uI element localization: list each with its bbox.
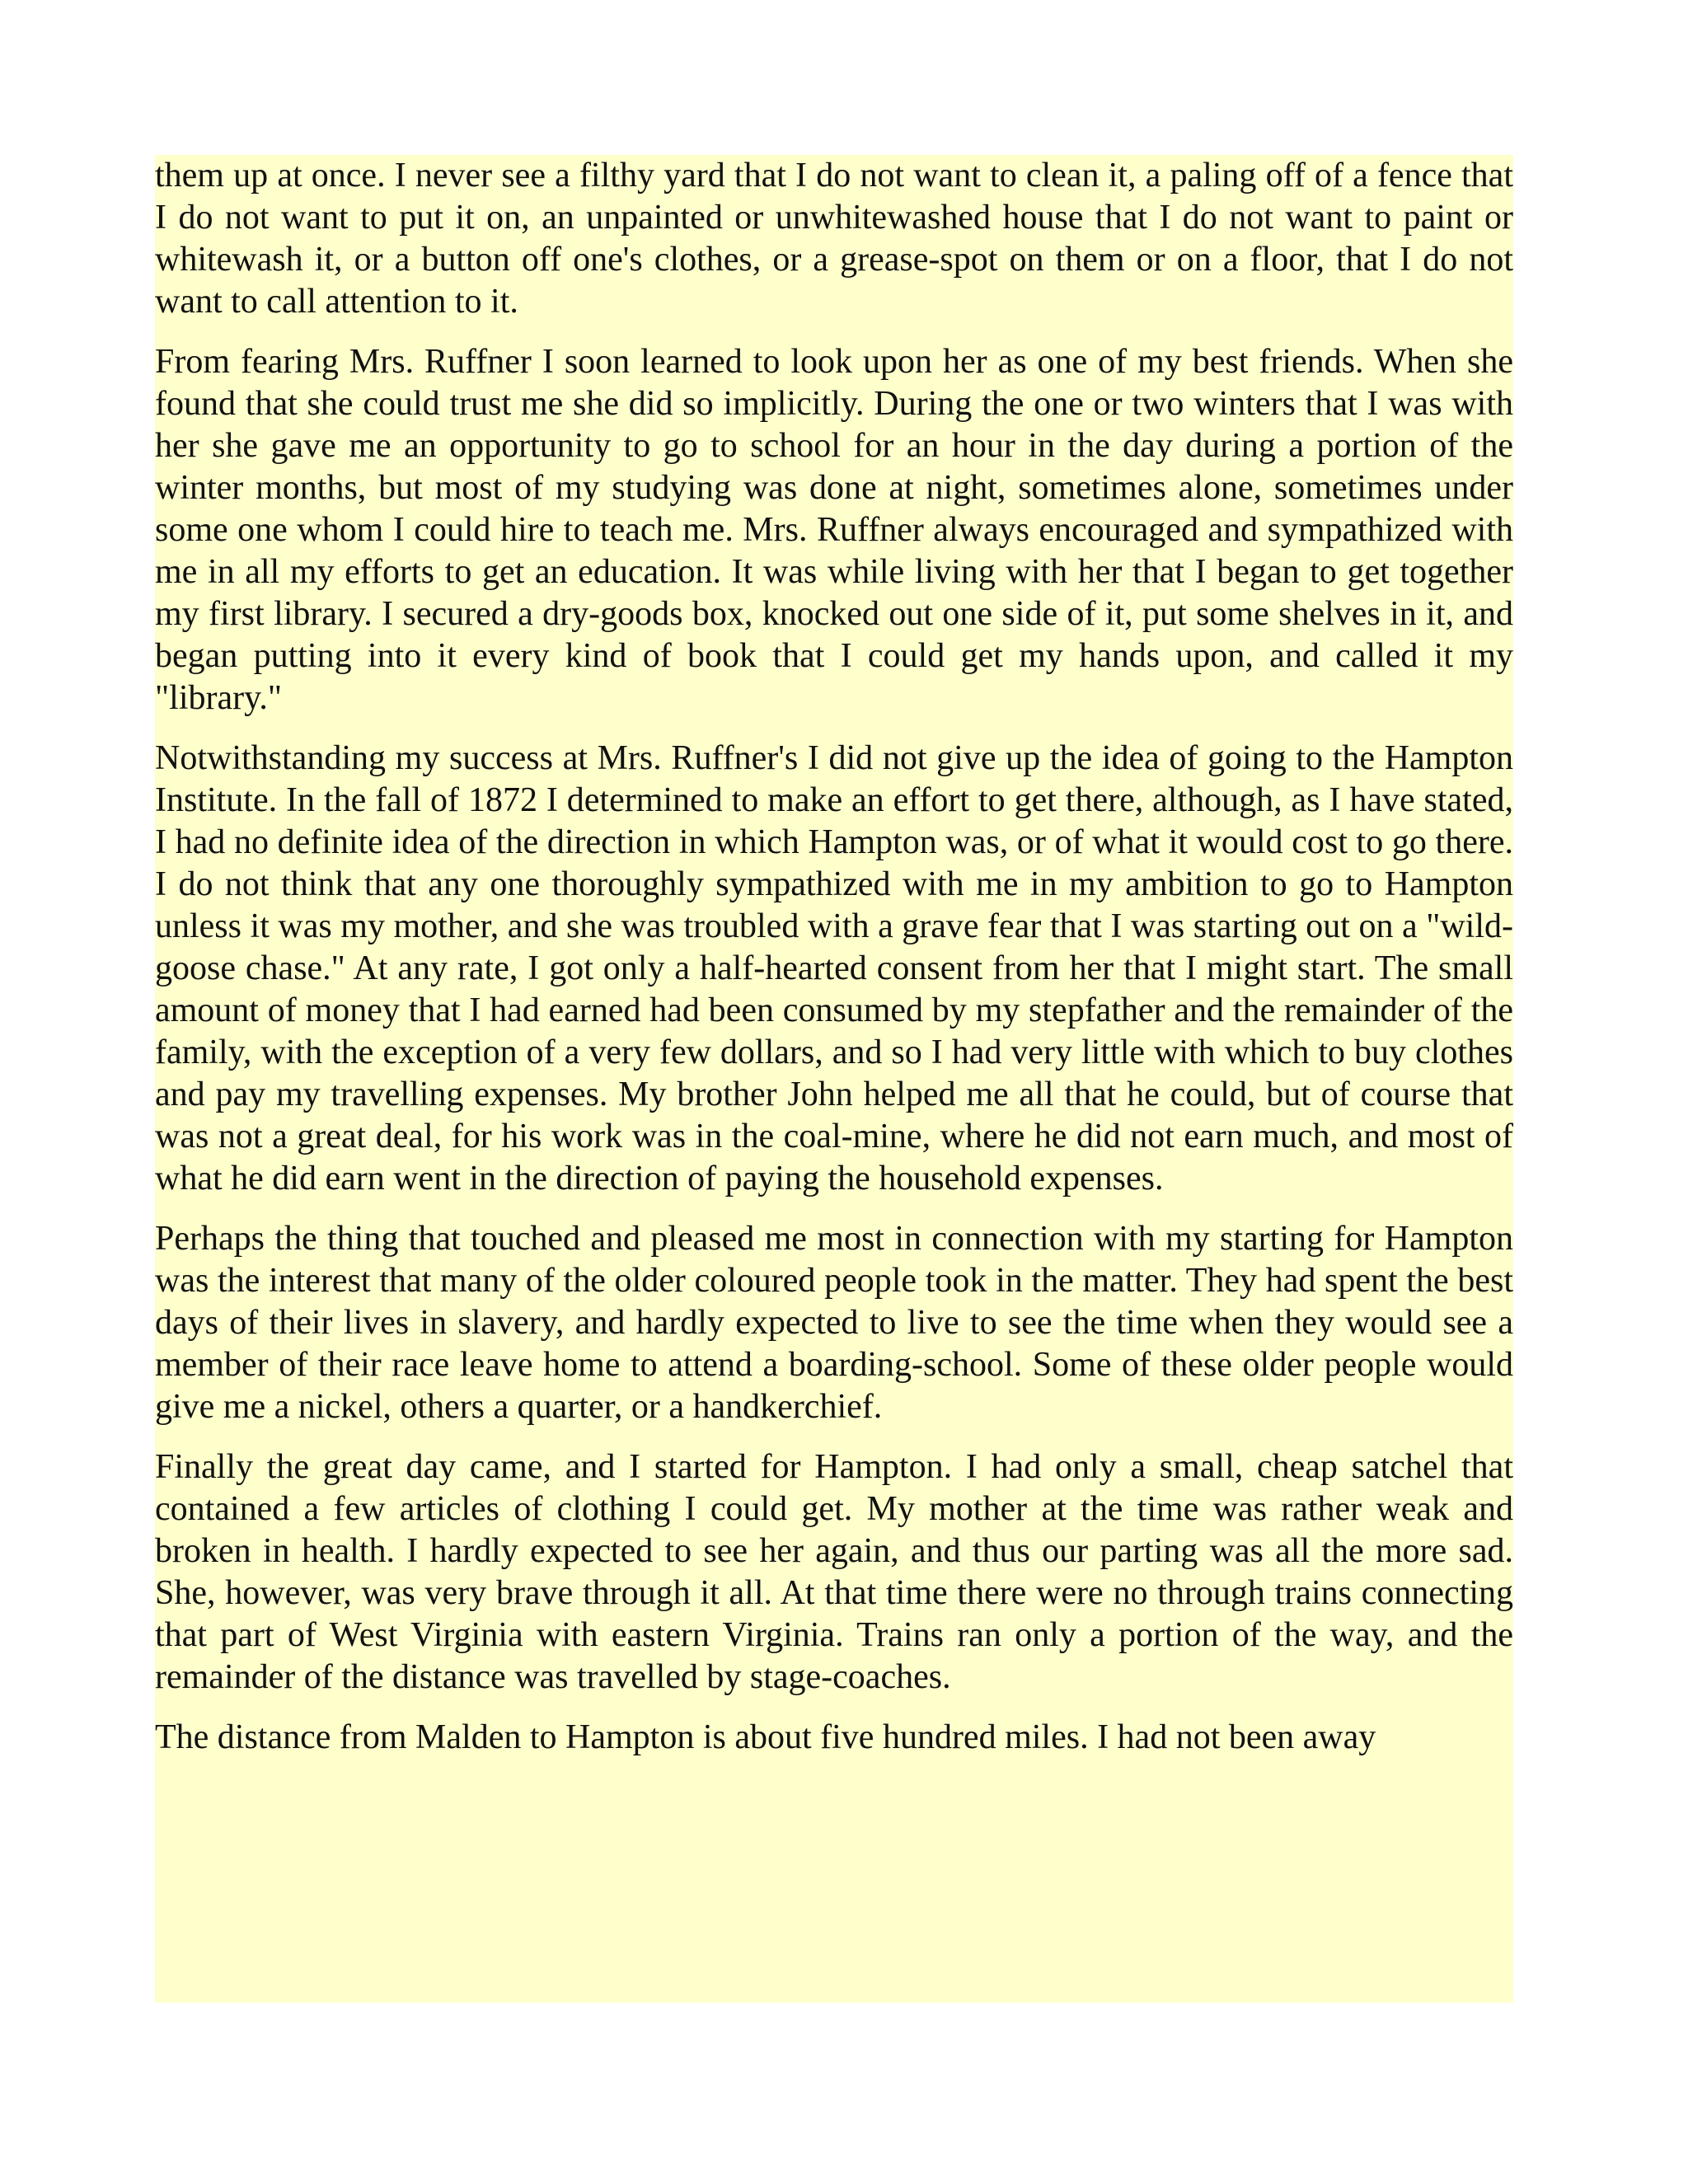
highlighted-text-block xyxy=(155,155,1513,2003)
paragraph-5: Finally the great day came, and I started for Hampton. I had only a small, cheap satchel that contained a few articles of clothing I could get. My mother at the time was rather weak and broken in health. I hardly expected to see her again, and thus our parting was all the more sad. She, however, was very brave through it all. At that time there were no through trains connecting that part of West Virginia with eastern Virginia. Trains ran only a portion of the way, and the remainder of the distance was travelled by stage-coaches. xyxy=(155,1448,1513,1696)
paragraph-3: Notwithstanding my success at Mrs. Ruffner's I did not give up the idea of going to the Hampton Institute. In the fall of 1872 I determined to make an effort to get there, although, as I have stated, I had no definite idea of the direction in which Hampton was, or of what it would cost to go there. I do not think that any one thoroughly sympathized with me in my ambition to go to Hampton unless it was my mother, and she was troubled with a grave fear that I was starting out on a "wild-goose chase." At any rate, I got only a half-hearted consent from her that I might start. The small amount of money that I had earned had been consumed by my stepfather and the remainder of the family, with the exception of a very few dollars, and so I had very little with which to buy clothes and pay my travelling expenses. My brother John helped me all that he could, but of course that was not a great deal, for his work was in the coal-mine, where he did not earn much, and most of what he did earn went in the direction of paying the household expenses. xyxy=(155,739,1513,1197)
paragraph-1: them up at once. I never see a filthy yard that I do not want to clean it, a paling off of a fence that I do not want to put it on, an unpainted or unwhitewashed house that I do not want to paint or whitewash it, or a button off one's clothes, or a grease-spot on them or on a floor, that I do not want to call attention to it. xyxy=(155,157,1513,321)
paragraph-2: From fearing Mrs. Ruffner I soon learned to look upon her as one of my best friends. When she found that she could trust me she did so implicitly. During the one or two winters that I was with her she gave me an opportunity to go to school for an hour in the day during a portion of the winter months, but most of my studying was done at night, sometimes alone, sometimes under some one whom I could hire to teach me. Mrs. Ruffner always encouraged and sympathized with me in all my efforts to get an education. It was while living with her that I began to get together my first library. I secured a dry-goods box, knocked out one side of it, put some shelves in it, and began putting into it every kind of book that I could get my hands upon, and called it my "library." xyxy=(155,343,1513,717)
paragraph-6: The distance from Malden to Hampton is about five hundred miles. I had not been away xyxy=(155,1718,1376,1756)
paragraph-4: Perhaps the thing that touched and pleased me most in connection with my starting for Hampton was the interest that many of the older coloured people took in the matter. They had spent the best days of their lives in slavery, and hardly expected to live to see the time when they would see a member of their race leave home to attend a boarding-school. Some of these older people would give me a nickel, others a quarter, or a handkerchief. xyxy=(155,1220,1513,1426)
